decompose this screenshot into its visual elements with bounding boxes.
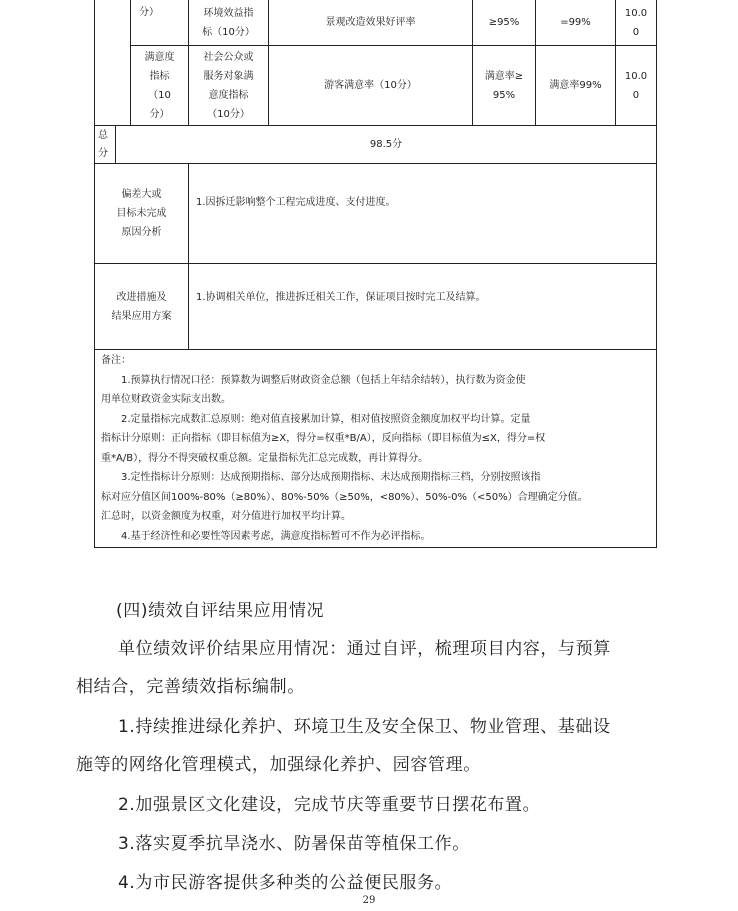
env-target: ≥95% — [488, 17, 520, 28]
note-line: 指标计分原则：正向指标（即目标值为≥X，得分=权重*B/A），反向指标（即目标值为≤X，得分=权 — [101, 433, 546, 444]
note-line: 用单位财政资金实际支出数。 — [101, 394, 231, 405]
page-number: 29 — [362, 895, 376, 906]
total-score: 98.5分 — [369, 139, 403, 150]
sat-category: 满意度 指标 （10 分） — [144, 51, 175, 120]
improvement-label: 改进措施及 结果应用方案 — [111, 291, 172, 322]
note-line: 重*A/B），得分不得突破权重总额。定量指标先汇总完成数，再计算得分。 — [101, 453, 429, 464]
sat-metric: 游客满意率（10分） — [324, 80, 417, 91]
total-label: 总 分 — [98, 129, 108, 159]
deviation-label: 偏差大或 目标未完成 原因分析 — [116, 189, 167, 238]
env-actual: =99% — [560, 17, 591, 28]
paragraph-line: 单位绩效评价结果应用情况：通过自评，梳理项目内容，与预算 — [118, 639, 611, 659]
section-heading: (四)绩效自评结果应用情况 — [116, 601, 325, 621]
paragraph-line: 3.落实夏季抗旱浇水、防暑保苗等植保工作。 — [118, 834, 470, 854]
sat-score: 10.0 0 — [624, 70, 648, 101]
note-line: 1.预算执行情况口径：预算数为调整后财政资金总额（包括上年结余结转），执行数为资金使 — [101, 375, 526, 386]
note-line: 2.定量指标完成数汇总原则：绝对值直接累加计算，相对值按照资金额度加权平均计算。定量 — [101, 414, 531, 425]
env-score: 10.0 0 — [624, 7, 648, 38]
paragraph-line: 1.持续推进绿化养护、环境卫生及安全保卫、物业管理、基础设 — [118, 717, 611, 737]
env-metric: 景观改造效果好评率 — [325, 17, 416, 28]
note-line: 3.定性指标计分原则：达成预期指标、部分达成预期指标、未达成预期指标三档，分别按照该指 — [101, 472, 541, 483]
env-indicator: 环境效益指 标（10分） — [202, 7, 255, 38]
sat-target: 满意率≥ 95% — [484, 70, 524, 101]
note-line: 4.基于经济性和必要性等因素考虑，满意度指标暂可不作为必评指标。 — [101, 531, 431, 542]
note-line: 汇总时，以资金额度为权重，对分值进行加权平均计算。 — [101, 511, 351, 522]
sat-indicator: 社会公众或 服务对象满 意度指标 （10分） — [203, 51, 254, 120]
note-line: 标对应分值区间100%-80%（≥80%）、80%-50%（≥50%，<80%）、50%-0%（<50%）合理确定分值。 — [101, 492, 588, 503]
paragraph-line: 相结合，完善绩效指标编制。 — [76, 677, 305, 697]
paragraph-line: 施等的网络化管理模式，加强绿化养护、园容管理。 — [76, 755, 481, 775]
improvement-content: 1.协调相关单位，推进拆迁相关工作，保证项目按时完工及结算。 — [196, 291, 486, 303]
deviation-content: 1.因拆迁影响整个工程完成进度、支付进度。 — [196, 196, 396, 208]
paragraph-line: 4.为市民游客提供多种类的公益便民服务。 — [118, 873, 453, 893]
paragraph-line: 2.加强景区文化建设，完成节庆等重要节日摆花布置。 — [118, 795, 541, 815]
notes-title: 备注： — [101, 355, 131, 366]
sat-actual: 满意率99% — [549, 80, 602, 91]
env-category-fragment: 分） — [139, 6, 159, 18]
